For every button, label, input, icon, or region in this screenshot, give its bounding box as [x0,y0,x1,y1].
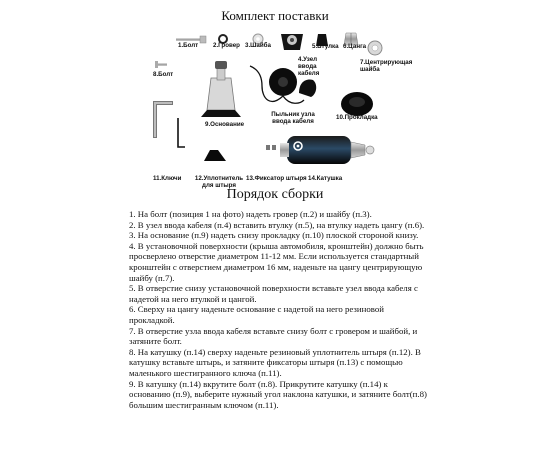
brand-logo-text: Optim [304,167,330,177]
bolt-8-image [155,61,167,68]
step-item: 6. Сверху на цангу наденьте основание с надетой на него резиновой прокладкой. [129,304,384,325]
gasket-image [341,92,373,116]
label-coil: 14.Катушка [308,175,343,182]
base-image [201,61,241,117]
label-pin-fixer: 13.Фиксатор штыря [246,175,307,182]
step-item: 5. В отверстие снизу установочной поверхности вставьте узел ввода кабеля с надетой на него втулкой и цангой. [129,283,418,304]
step-item: 8. На катушку (п.14) сверху наденьте резиновый уплотнитель штыря (п.12). В катушку вставьте штырь, и затяните фиксаторы штыря (п.13) с помощью маленького шестигранного ключа (п.11). [129,346,421,378]
dust-cap-image [299,80,316,97]
pin-seal-image [204,150,226,161]
cable-entry-unit-image [281,34,303,50]
step-item: 9. В катушку (п.14) вкрутите болт (п.8). Прикрутите катушку (п.14) к основанию (п.9), выберите нужный угол наклона катушки, и затяните болт(п.8) большим шестигранным ключом (п.11). [129,378,427,410]
label-centering-washer: 7.Центрирующая шайба [360,59,413,73]
label-hex-keys: 11.Ключи [153,175,182,182]
coil-image [280,136,374,164]
step-item: 2. В узел ввода кабеля (п.4) вставить втулку (п.5), на втулку надеть цангу (п.6). [129,219,425,230]
kit-title: Комплект поставки [221,8,329,23]
assembly-title: Порядок сборки [226,187,324,202]
label-dust-cap: Пыльник узла ввода кабеля [271,111,315,125]
cable-image [250,66,304,103]
label-base: 9.Основание [205,121,245,128]
label-pin-seal: 12.Уплотнитель для штыря [194,175,244,189]
centering-washer-image [368,41,382,55]
step-item: 1. На болт (позиция 1 на фото) надеть гровер (п.2) и шайбу (п.3). [129,209,372,219]
label-gasket: 10.Прокладка [336,114,378,121]
assembly-steps [129,209,429,410]
label-sleeve: 5.Втулка [312,43,339,50]
parts-photo [0,28,550,188]
step-item: 7. В отверстие узла ввода кабеля вставьте снизу болт с гровером и шайбой, и затяните болт. [129,325,418,347]
hex-keys-image [155,103,185,147]
label-cable-entry-unit: 4.Узел ввода кабеля [298,56,320,77]
step-item: 4. В установочной поверхности (крыша автомобиля, кронштейн) должно быть просверлено отверстие диаметром 11-12 мм. Если используется стандартный кронштейн с отверстием диаметром 16 мм, наденьте на цангу центрирующую шайбу (п.7). [129,240,424,283]
step-item: 3. На основание (п.9) надеть снизу прокладку (п.10) плоской стороной книзу. [129,230,419,241]
label-bolt-1: 1.Болт [178,42,199,49]
label-bolt-8: 8.Болт [153,71,174,78]
label-collet: 6.Цанга [343,43,367,50]
pin-fixer-image [266,145,276,150]
label-grover: 2.Гровер [213,42,240,49]
label-washer: 3.Шайба [245,42,271,49]
